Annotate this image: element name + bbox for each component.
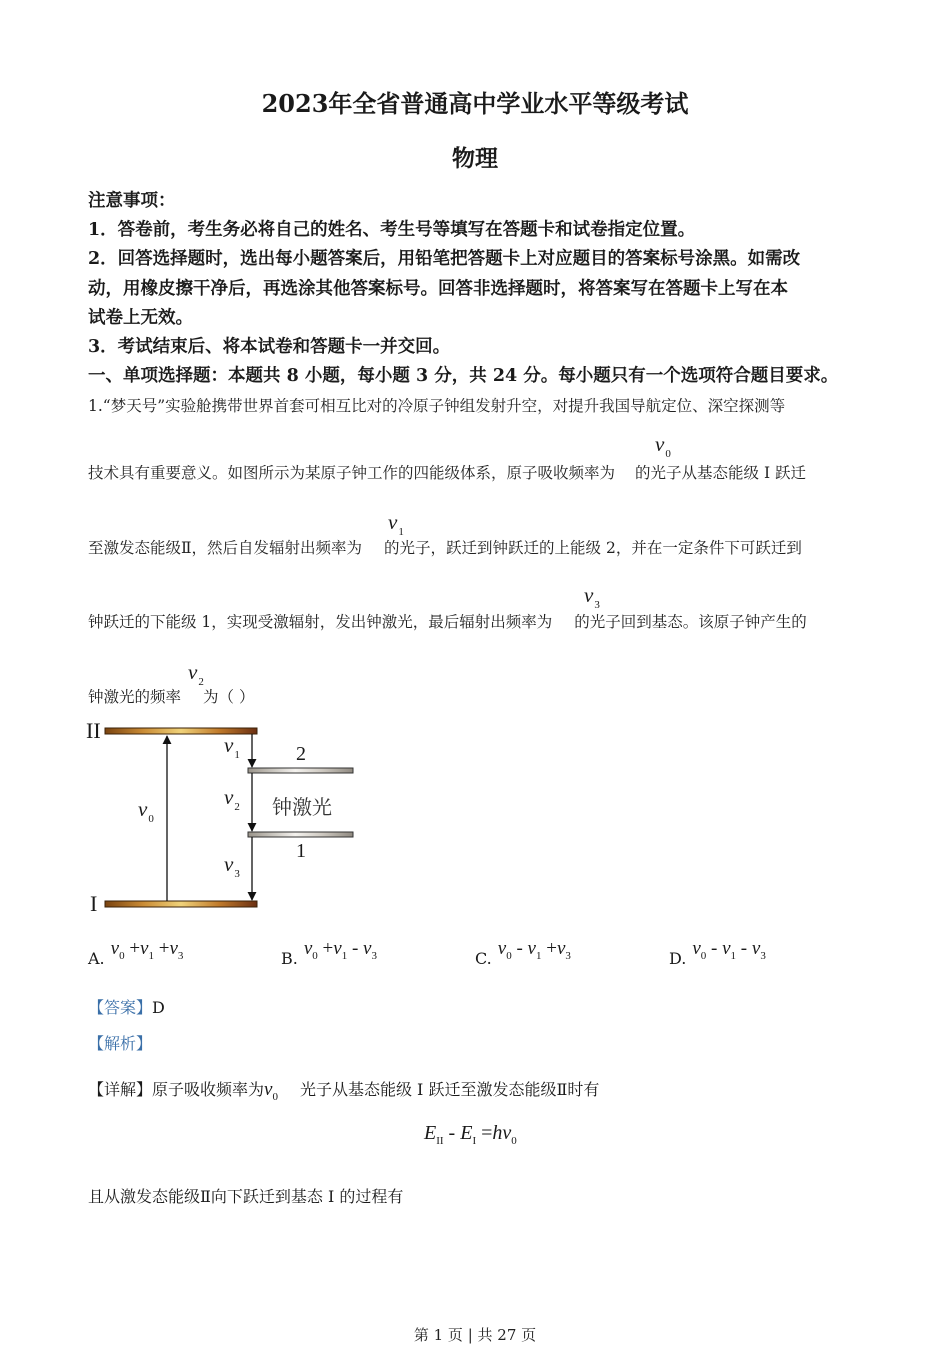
level-I-bar	[105, 901, 257, 907]
detail-nu0: $\nu_0$	[264, 1079, 278, 1103]
question-line-3	[88, 536, 802, 558]
option-letter: B.	[281, 949, 298, 968]
option-d[interactable]	[669, 938, 766, 972]
option-letter: A.	[88, 949, 105, 968]
diagram-nu1: $\nu_1$	[224, 733, 240, 761]
option-letter: C.	[475, 949, 492, 968]
page-footer: 第 1 页 | 共 27 页	[413, 1326, 537, 1344]
notice-item-2-cont: 动，用橡皮擦干净后，再选涂其他答案标号。回答非选择题时，将答案写在答题卡上写在本	[88, 279, 788, 299]
diagram-nu2: $\nu_2$	[224, 785, 240, 813]
equation-energy: $E_{II} - E_I =h\nu_0$	[424, 1122, 517, 1147]
nu1-symbol: $\nu_1$	[388, 510, 404, 538]
option-expression: $\nu_0 - \nu_1 - \nu_3$	[692, 938, 766, 962]
option-expression: $\nu_0 +\nu_1 +\nu_3$	[110, 938, 184, 962]
question-text: 为（ ）	[203, 688, 255, 706]
notice-item-2: 2．回答选择题时，选出每小题答案后，用铅笔把答题卡上对应题目的答案标号涂黑。如需改	[88, 249, 801, 269]
question-text: 钟激光的频率	[88, 688, 182, 706]
level-2-bar	[248, 768, 353, 773]
nu0-symbol: $\nu_0$	[655, 432, 671, 460]
diagram-nu0: $\nu_0$	[138, 797, 154, 825]
detail-label: 【详解】	[88, 1080, 153, 1099]
question-line-2	[88, 461, 806, 483]
exam-subject: 物理	[452, 145, 498, 172]
question-text: 钟跃迁的下能级 1，实现受激辐射，发出钟激光，最后辐射出频率为	[88, 613, 553, 631]
notice-heading: 注意事项：	[88, 191, 176, 211]
option-letter: D.	[669, 949, 687, 968]
level-1-label: 1	[296, 840, 306, 862]
answer-row	[88, 995, 165, 1018]
notice-item-2-cont2: 试卷上无效。	[88, 308, 193, 328]
level-2-label: 2	[296, 743, 306, 765]
solution-next-line: 且从激发态能级Ⅱ向下跃迁到基态 I 的过程有	[88, 1187, 404, 1206]
question-text: 至激发态能级Ⅱ，然后自发辐射出频率为	[88, 539, 363, 557]
nu2-symbol: $\nu_2$	[188, 660, 204, 688]
level-1-bar	[248, 832, 353, 837]
detail-text: 原子吸收频率为	[152, 1080, 265, 1099]
option-expression: $\nu_0 - \nu_1 +\nu_3$	[497, 938, 571, 962]
option-a[interactable]	[88, 938, 184, 972]
question-text: 的光子从基态能级 I 跃迁	[635, 464, 806, 482]
option-expression: $\nu_0 +\nu_1 - \nu_3$	[303, 938, 377, 962]
level-I-label: I	[90, 891, 98, 916]
clock-laser-label: 钟激光	[272, 795, 332, 819]
answer-label: 【答案】	[88, 998, 153, 1017]
analysis-label: 【解析】	[88, 1034, 153, 1053]
detail-row	[88, 1077, 599, 1103]
question-text: 的光子，跃迁到钟跃迁的上能级 2，并在一定条件下可跃迁到	[384, 539, 802, 557]
option-b[interactable]	[281, 938, 377, 972]
question-text: 的光子回到基态。该原子钟产生的	[574, 613, 807, 631]
option-c[interactable]	[475, 938, 571, 972]
exam-title: 2023年全省普通高中学业水平等级考试	[261, 89, 689, 118]
notice-item-1: 1．答卷前，考生务必将自己的姓名、考生号等填写在答题卡和试卷指定位置。	[88, 220, 696, 240]
notice-item-3: 3．考试结束后、将本试卷和答题卡一并交回。	[88, 337, 451, 357]
question-line-4	[88, 610, 807, 632]
section-heading: 一、单项选择题：本题共 8 小题，每小题 3 分，共 24 分。每小题只有一个选项符合题目要求。	[88, 366, 839, 386]
detail-text: 光子从基态能级 I 跃迁至激发态能级Ⅱ时有	[299, 1080, 600, 1099]
level-II-label: II	[86, 718, 101, 743]
nu3-symbol: $\nu_3$	[584, 583, 600, 611]
diagram-nu3: $\nu_3$	[224, 852, 240, 880]
question-line-5	[88, 685, 254, 707]
answer-value: D	[152, 998, 165, 1017]
question-line-1: 1.“梦天号”实验舱携带世界首套可相互比对的冷原子钟组发射升空，对提升我国导航定位、深空探测等	[88, 397, 786, 415]
energy-level-diagram	[80, 715, 380, 915]
question-text: 技术具有重要意义。如图所示为某原子钟工作的四能级体系，原子吸收频率为	[88, 464, 616, 482]
